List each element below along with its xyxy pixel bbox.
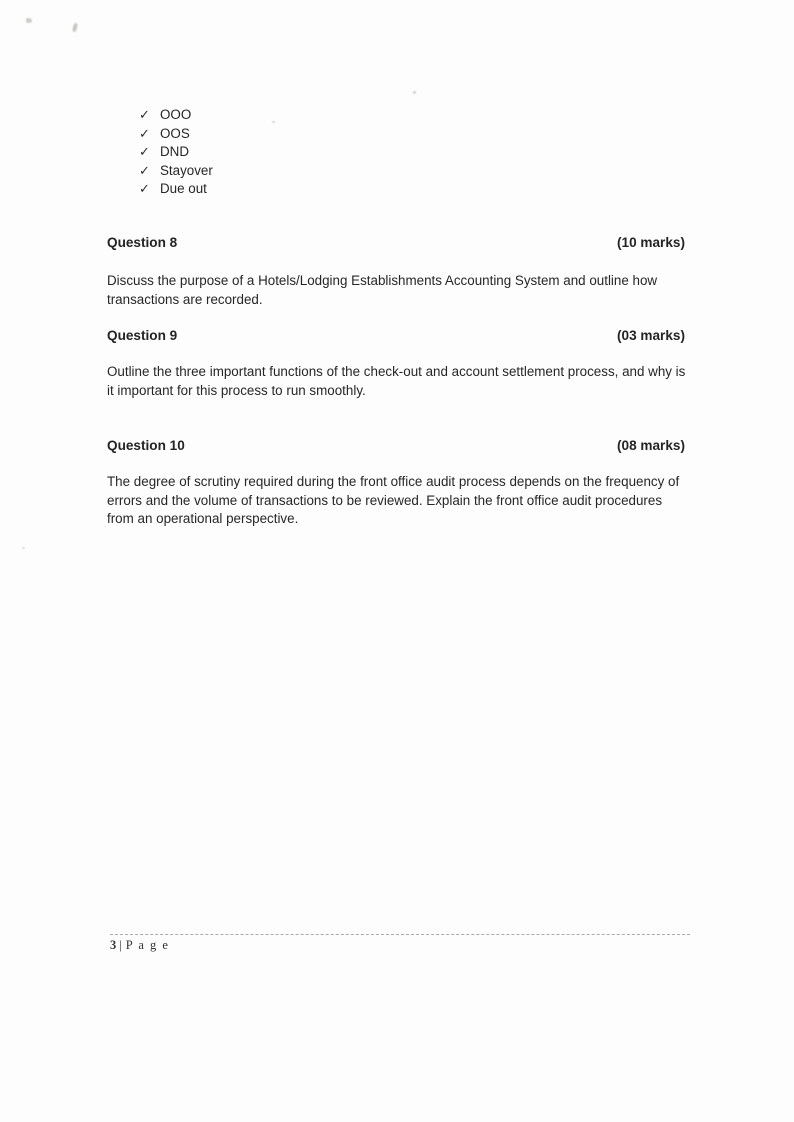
footer-page-label: P a g e [125,938,170,952]
page-number: 3 [110,938,117,952]
checklist-item-label: Stayover [160,162,213,178]
checklist-item-label: Due out [160,181,207,197]
checklist-item [139,162,213,181]
checkmark-icon: ✓ [139,181,150,197]
checkmark-icon: ✓ [139,125,150,141]
scan-artifact [22,547,25,549]
checklist-item [139,125,213,144]
question-8-title: Question 8 [107,235,178,250]
checklist-item [139,143,213,162]
footer-divider [110,934,690,935]
status-checklist [139,106,213,199]
page-footer [110,938,169,953]
question-9-header [107,328,685,343]
question-10-header [107,438,685,453]
scan-artifact [272,121,275,123]
question-9-text: Outline the three important functions of the check-out and account settlement process, and why is it important for this process to run smoothly. [107,364,686,398]
question-9-title: Question 9 [107,328,178,343]
question-10-marks: (08 marks) [616,438,685,453]
question-9-marks: (03 marks) [616,328,685,343]
question-10-title: Question 10 [107,438,185,453]
checkmark-icon: ✓ [139,144,150,160]
question-8-marks: (10 marks) [616,235,685,250]
question-8-text: Discuss the purpose of a Hotels/Lodging Establishments Accounting System and outline how transactions are recorded. [107,273,658,307]
scan-artifact [72,23,78,33]
checklist-item [139,180,213,199]
footer-separator: | [119,938,122,952]
question-8-header [107,235,685,250]
scan-artifact [26,18,32,23]
checklist-item-label: OOO [160,107,192,122]
question-10-text: The degree of scrutiny required during the front office audit process depends on the frequency of errors and the volume of transactions to be reviewed. Explain the front office audit procedures from an operational perspective. [107,474,680,527]
checklist-item-label: OOS [160,125,190,141]
checklist-item [139,106,213,125]
checkmark-icon: ✓ [139,162,150,178]
scan-artifact [413,91,416,94]
checklist-item-label: DND [160,144,190,160]
checkmark-icon: ✓ [139,107,150,122]
